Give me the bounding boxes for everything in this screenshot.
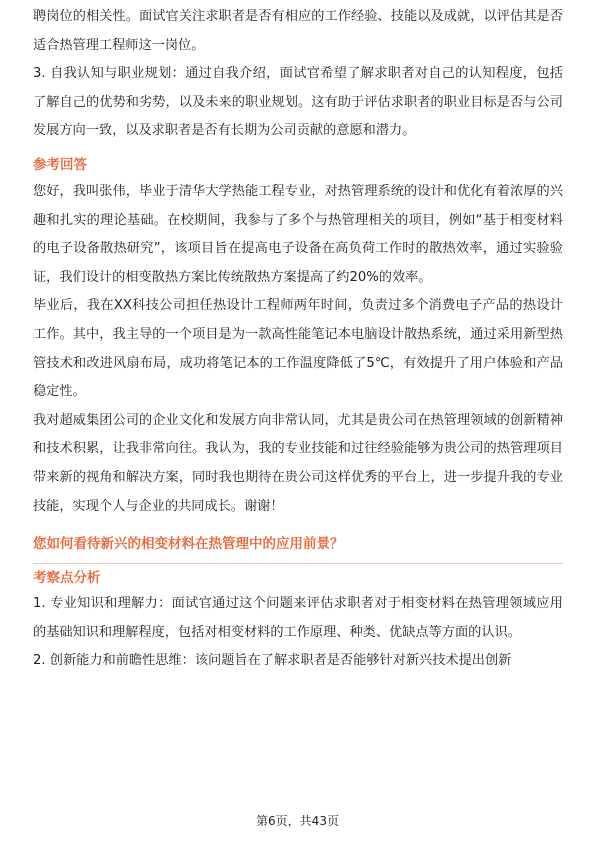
page-content [33,3,563,676]
analysis-heading: 考察点分析 [33,570,101,587]
paragraph-point-3: 3. 自我认知与职业规划：通过自我介绍，面试官希望了解求职者对自己的认知程度，包括了解自己的优势和劣势，以及未来的职业规划。这有助于评估求职者的职业目标是否与公司发展方向一致，以及求职者是否有长期为公司贡献的意愿和潜力。 [33,66,563,139]
analysis-point-1: 1. 专业知识和理解力：面试官通过这个问题来评估求职者对于相变材料在热管理领域应用的基础知识和理解程度，包括对相变材料的工作原理、种类、优缺点等方面的认识。 [33,596,563,640]
reference-paragraph-2: 毕业后，我在XX科技公司担任热设计工程师两年时间，负责过多个消费电子产品的热设计工作。其中，我主导的一个项目是为一款高性能笔记本电脑设计散热系统，通过采用新型热管技术和改进风扇布局，成功将笔记本的工作温度降低了5℃，有效提升了用户体验和产品稳定性。 [33,298,563,400]
analysis-point-2: 2. 创新能力和前瞻性思维：该问题旨在了解求职者是否能够针对新兴技术提出创新 [33,653,512,669]
page-number: 第6页，共43页 [256,814,339,828]
reference-paragraph-1: 您好，我叫张伟，毕业于清华大学热能工程专业，对热管理系统的设计和优化有着浓厚的兴趣和扎实的理论基础。在校期间，我参与了多个与热管理相关的项目，例如“基于相变材料的电子设备散热研究”，该项目旨在提高电子设备在高负荷工作时的散热效率，通过实验验证，我们设计的相变散热方案比传统散热方案提高了约20%的效率。 [33,183,563,285]
reference-answer-heading: 参考回答 [33,156,87,173]
paragraph-continued: 聘岗位的相关性。面试官关注求职者是否有相应的工作经验、技能以及成就，以评估其是否适合热管理工程师这一岗位。 [33,9,563,53]
reference-paragraph-3: 我对超威集团公司的企业文化和发展方向非常认同，尤其是贵公司在热管理领域的创新精神和技术积累，让我非常向往。我认为，我的专业技能和过往经验能够为贵公司的热管理项目带来新的视角和解决方案，同时我也期待在贵公司这样优秀的平台上，进一步提升我的专业技能，实现个人与企业的共同成长。谢谢！ [33,412,563,514]
question-divider [33,563,563,564]
question-title: 您如何看待新兴的相变材料在热管理中的应用前景？ [33,536,344,553]
